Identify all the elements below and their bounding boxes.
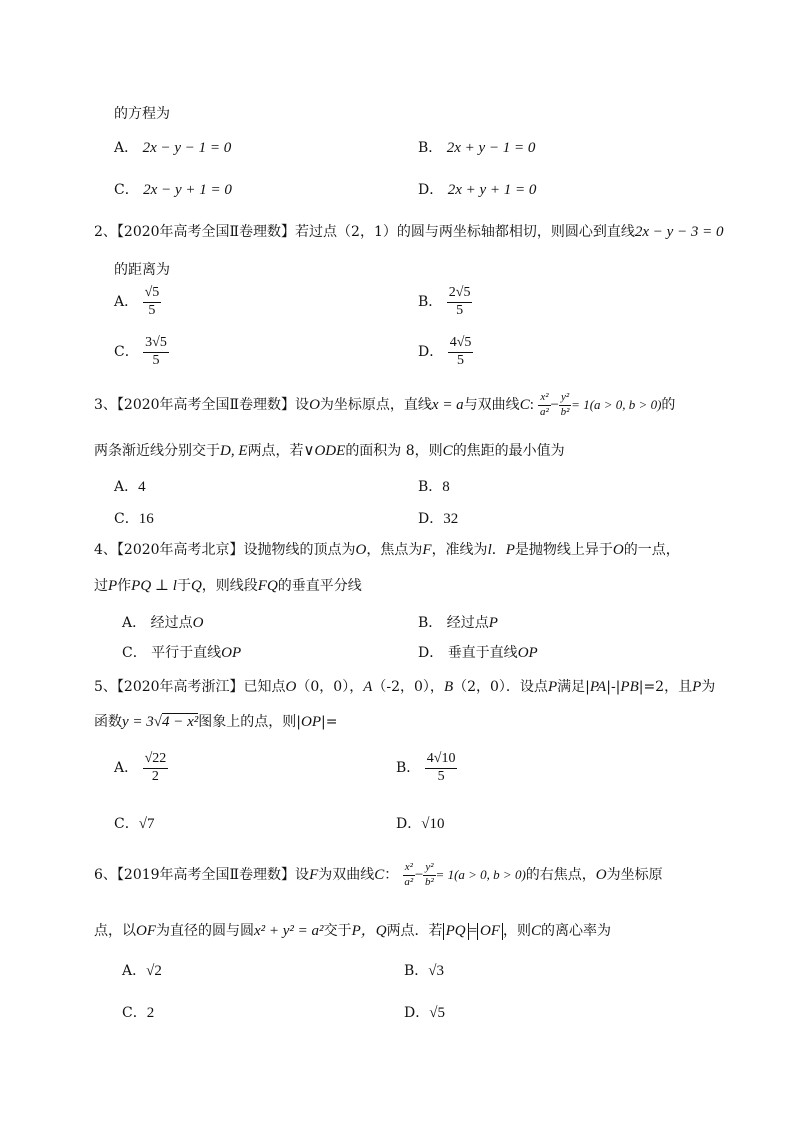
option-letter: B． — [418, 140, 443, 156]
q5-option-a[interactable]: A． $\frac{√22}{2}$ — [114, 751, 167, 784]
q4-option-d[interactable]: D． 垂直于直线OP — [418, 645, 538, 661]
q6-option-a[interactable]: A．√2 — [122, 963, 162, 979]
q4-option-b[interactable]: B． 经过点P — [418, 615, 498, 631]
q3-stem-line2: 两条渐近线分别交于D, E两点，若∨ODE的面积为 8，则C的焦距的最小值为 — [94, 443, 565, 459]
fraction: $\frac{\text{y²}}{\text{b²}}$ — [425, 861, 434, 888]
q5-stem-line2: 函数y = 3√4 − x²图象上的点，则|OP|= — [94, 714, 338, 730]
q3-option-a[interactable]: A．4 — [114, 479, 146, 495]
fraction: $\frac{4√5}{5}$ — [449, 335, 472, 368]
q4-option-c[interactable]: C． 平行于直线OP — [122, 645, 242, 661]
q4-option-a[interactable]: A． 经过点O — [122, 615, 204, 631]
option-letter: A． — [114, 140, 139, 156]
q2-stem-line1: 2、【2020年高考全国Ⅱ卷理数】若过点（2，1）的圆与两坐标轴都相切，则圆心到直线2x − y − 3 = 0 — [94, 224, 724, 240]
option-expr: 2x − y + 1 = 0 — [143, 182, 232, 198]
q6-option-d[interactable]: D．√5 — [404, 1005, 445, 1021]
option-expr: 2x + y − 1 = 0 — [446, 140, 536, 156]
q3-option-d[interactable]: D．32 — [418, 511, 459, 527]
fraction: $\frac{4√10}{5}$ — [426, 751, 456, 784]
fraction: $\frac{\text{x²}}{\text{a²}}$ — [404, 861, 414, 888]
q4-stem-line2: 过P作PQ ⊥ l于Q，则线段FQ的垂直平分线 — [94, 578, 362, 594]
q2-stem-line2: 的距离为 — [114, 262, 170, 278]
q1-option-a[interactable] — [114, 137, 231, 157]
fraction: $\frac{3√5}{5}$ — [145, 335, 167, 368]
q5-option-c[interactable]: C．√7 — [114, 816, 155, 832]
q5-stem-line1: 5、【2020年高考浙江】已知点O（0，0），A（-2，0），B（2，0）．设点P满足|PA|-|PB|=2，且P为 — [94, 679, 716, 695]
q1-option-d[interactable] — [418, 179, 536, 199]
q2-option-b[interactable]: B． $\frac{2√5}{5}$ — [418, 285, 471, 318]
q1-option-b[interactable] — [418, 137, 535, 157]
q5-option-b[interactable]: B． $\frac{4√10}{5}$ — [396, 751, 456, 784]
q5-option-d[interactable]: D．√10 — [396, 816, 445, 832]
q2-line-expr: 2x − y − 3 = 0 — [634, 224, 724, 240]
fraction: $\frac{\text{y²}}{\text{b²}}$ — [560, 391, 570, 418]
q3-stem-line1: 3、【2020年高考全国Ⅱ卷理数】设O为坐标原点，直线x = a与双曲线C: $\frac{\text{x²}}{\text{a²}}$ − $\frac{\text{y²}}{\text{b²}}$ = 1(a > 0, b > 0)的 — [94, 391, 676, 418]
option-letter: C． — [114, 182, 139, 198]
option-letter: D． — [418, 182, 444, 198]
q4-stem-line1: 4、【2020年高考北京】设抛物线的顶点为O，焦点为F，准线为l．P是抛物线上异于O的一点， — [94, 542, 680, 558]
q2-option-d[interactable]: D． $\frac{4√5}{5}$ — [418, 335, 472, 368]
q6-option-b[interactable]: B．√3 — [404, 963, 445, 979]
q1-option-c[interactable] — [114, 179, 232, 199]
option-expr: 2x + y + 1 = 0 — [447, 182, 537, 198]
q2-option-c[interactable]: C． $\frac{3√5}{5}$ — [114, 335, 167, 368]
q6-stem-line2: 点，以OF为直径的圆与圆x² + y² = a²交于P，Q两点．若 PQ = OF ，则C的离心率为 — [94, 923, 612, 939]
q3-option-b[interactable]: B．8 — [418, 479, 450, 495]
option-expr: 2x − y − 1 = 0 — [142, 140, 232, 156]
fraction: $\frac{√5}{5}$ — [144, 285, 160, 318]
q3-option-c[interactable]: C．16 — [114, 511, 154, 527]
fraction: $\frac{√22}{2}$ — [144, 751, 167, 784]
fraction: $\frac{\text{x²}}{\text{a²}}$ — [540, 391, 549, 418]
q2-option-a[interactable]: A． $\frac{√5}{5}$ — [114, 285, 160, 318]
fraction: $\frac{2√5}{5}$ — [448, 285, 471, 318]
q1-continuation: 的方程为 — [114, 106, 170, 122]
q6-stem-line1: 6、【2019年高考全国Ⅱ卷理数】设F为双曲线C： $\frac{\text{x²}}{\text{a²}}$ − $\frac{\text{y²}}{\text{b²}}$ = 1(a > 0, b > 0)的右焦点，O为坐标原 — [94, 861, 663, 888]
q6-option-c[interactable]: C．2 — [122, 1005, 155, 1021]
